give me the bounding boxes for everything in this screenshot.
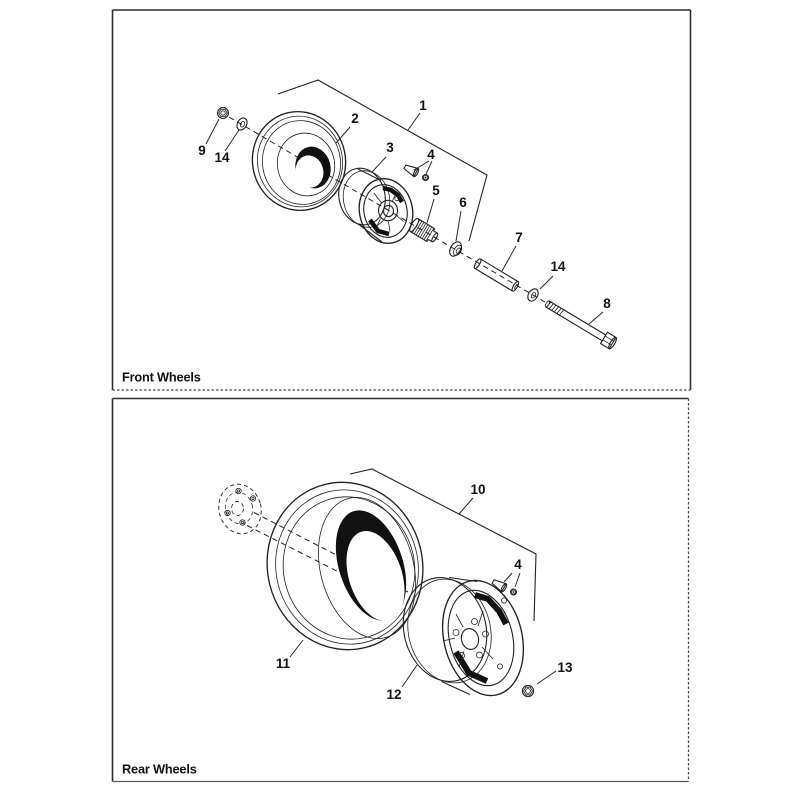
callout-1-label: 1 (419, 98, 427, 113)
callout-12-label: 12 (386, 687, 402, 702)
callout-2-label: 2 (351, 111, 359, 126)
callout-11-label: 11 (275, 656, 291, 671)
callout-4-label: 4 (427, 147, 435, 162)
front-part4-nut (423, 175, 429, 181)
front-axle-nut (218, 108, 229, 119)
front-rim-shadow-arc-lower (370, 220, 389, 234)
rear-rim-vent-hole-upper (501, 598, 506, 603)
rear-wheels-panel (113, 399, 689, 782)
rear-rim-center-bore (459, 627, 481, 651)
knurl-lines (412, 220, 433, 241)
callout-9-label: 9 (198, 143, 206, 158)
front-rim (334, 164, 419, 248)
front-tire (243, 103, 355, 219)
rear-rim-vent-hole-lower (497, 664, 502, 669)
front-spacer-tube (473, 258, 520, 292)
callout-7-label: 7 (515, 230, 523, 245)
callout-14b-label: 14 (550, 259, 566, 274)
rear-lug-nut (522, 685, 533, 696)
front-part4-fitting (403, 163, 429, 181)
rear-tire (249, 466, 440, 667)
front-washer-cup (447, 240, 464, 259)
front-bearing-bushing (408, 217, 440, 244)
callout-13-label: 13 (557, 660, 573, 675)
front-washer-inner (235, 116, 249, 132)
bolt-threads (547, 302, 564, 316)
front-wheels-panel (113, 10, 691, 390)
callout-3-label: 3 (386, 140, 394, 155)
callout-8-label: 8 (603, 296, 611, 311)
callout-14a-label: 14 (214, 150, 230, 165)
front-panel-title: Front Wheels (122, 369, 201, 385)
rear-part4-nut (511, 589, 517, 595)
rear-panel-title: Rear Wheels (122, 761, 197, 777)
callout-10-label: 10 (470, 482, 486, 497)
hub-studs (225, 488, 256, 525)
callout-6-label: 6 (459, 195, 467, 210)
callout-4r-label: 4 (514, 557, 522, 572)
callout-5-label: 5 (432, 183, 440, 198)
